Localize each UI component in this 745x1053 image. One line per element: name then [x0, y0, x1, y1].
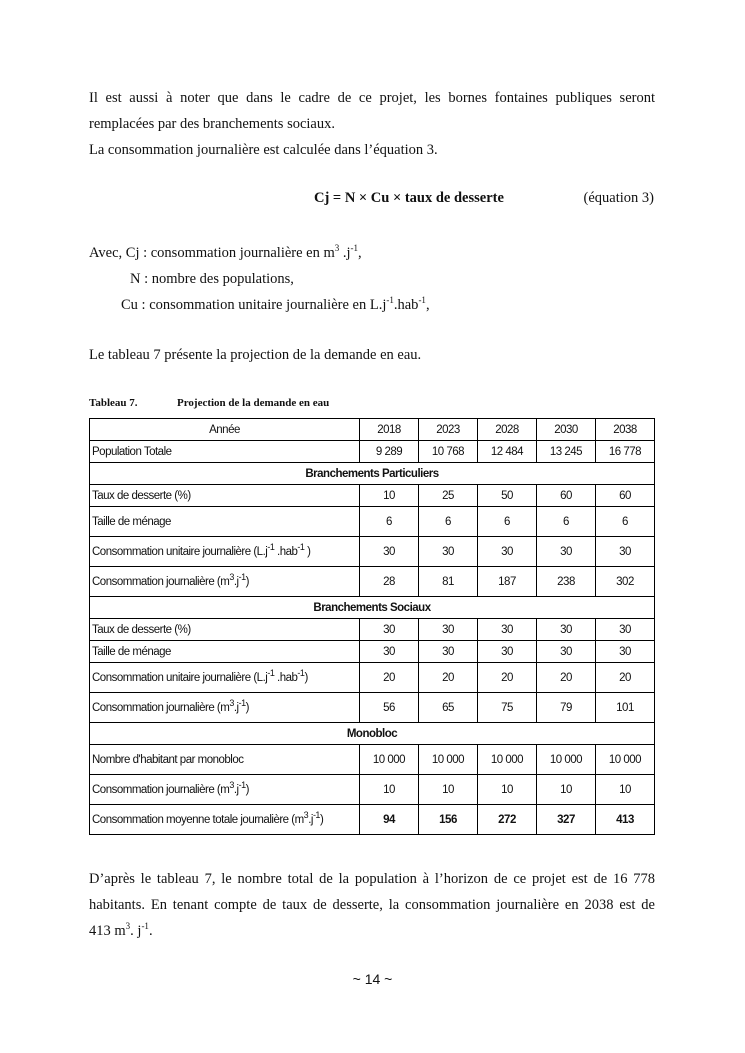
table-cell: 30 — [478, 537, 537, 567]
table-intro: Le tableau 7 présente la projection de la demande en eau. — [89, 347, 422, 363]
table-cell: 75 — [478, 693, 537, 723]
header-year: 2023 — [419, 419, 478, 441]
table-cell: 156 — [419, 805, 478, 835]
intro-line-1: Il est aussi à noter que dans le cadre de ce projet, les bornes fontaines publiques seront — [89, 90, 655, 106]
table-cell: 10 000 — [596, 745, 655, 775]
table-cell: 30 — [419, 641, 478, 663]
table-cell: 413 — [596, 805, 655, 835]
table-cell: 10 768 — [419, 441, 478, 463]
definition-cj: Avec, Cj : consommation journalière en $m^3$ $.j^{-1}$, — [89, 243, 362, 261]
table-cell: 20 — [360, 663, 419, 693]
table-cell: 81 — [419, 567, 478, 597]
table-caption: Tableau 7. Projection de la demande en eau — [89, 397, 330, 409]
table-cell: 30 — [419, 537, 478, 567]
table-row — [90, 775, 655, 805]
table-cell: 10 000 — [478, 745, 537, 775]
intro-line-2: remplacées par des branchements sociaux. — [89, 116, 335, 132]
table-cell: 6 — [596, 507, 655, 537]
row-label: Consommation journalière $(m^3.j^{-1})$ — [90, 693, 360, 723]
section-title: Monobloc — [90, 723, 655, 745]
table-cell: 30 — [537, 619, 596, 641]
table-cell: 20 — [478, 663, 537, 693]
table-cell: 12 484 — [478, 441, 537, 463]
definition-n: N : nombre des populations, — [130, 271, 294, 287]
table-cell: 10 — [596, 775, 655, 805]
table-cell: 30 — [360, 641, 419, 663]
section-row — [90, 723, 655, 745]
table-cell: 30 — [478, 641, 537, 663]
table-cell: 6 — [478, 507, 537, 537]
table-cell: 6 — [537, 507, 596, 537]
table-cell: 10 — [537, 775, 596, 805]
table-cell: 50 — [478, 485, 537, 507]
table-cell: 60 — [596, 485, 655, 507]
table-cell: 20 — [537, 663, 596, 693]
intro-line-3: La consommation journalière est calculée dans l’équation 3. — [89, 142, 438, 158]
table-cell: 56 — [360, 693, 419, 723]
row-label: Consommation unitaire journalière ($L.j^{-1}$ .hab$^{-1}$ ) — [90, 537, 360, 567]
header-year: 2030 — [537, 419, 596, 441]
row-label: Consommation journalière $(m^3.j^{-1})$ — [90, 775, 360, 805]
table-cell: 10 000 — [360, 745, 419, 775]
table-row — [90, 805, 655, 835]
table-cell: 20 — [419, 663, 478, 693]
row-label: Population Totale — [90, 441, 360, 463]
table-cell: 94 — [360, 805, 419, 835]
row-label: Taux de desserte (%) — [90, 485, 360, 507]
table-cell: 30 — [596, 619, 655, 641]
conclusion-line-3: 413 $m^3$. $j^{-1}$. — [89, 921, 153, 939]
table-cell: 238 — [537, 567, 596, 597]
table-cell: 10 — [360, 775, 419, 805]
table-row — [90, 485, 655, 507]
table-cell: 30 — [478, 619, 537, 641]
header-year: 2018 — [360, 419, 419, 441]
table-cell: 101 — [596, 693, 655, 723]
table-row — [90, 537, 655, 567]
table-cell: 28 — [360, 567, 419, 597]
table-cell: 327 — [537, 805, 596, 835]
table-cell: 30 — [360, 537, 419, 567]
section-row — [90, 463, 655, 485]
table-cell: 187 — [478, 567, 537, 597]
table-cell: 30 — [419, 619, 478, 641]
table-row — [90, 441, 655, 463]
row-label: Taille de ménage — [90, 641, 360, 663]
table-cell: 79 — [537, 693, 596, 723]
table-cell: 6 — [419, 507, 478, 537]
table-cell: 30 — [596, 641, 655, 663]
table-cell: 272 — [478, 805, 537, 835]
definition-cu: Cu : consommation unitaire journalière en $L.j^{-1}.hab^{-1}$, — [121, 295, 430, 313]
row-label: Taille de ménage — [90, 507, 360, 537]
section-title: Branchements Particuliers — [90, 463, 655, 485]
table-cell: 16 778 — [596, 441, 655, 463]
table-header-row — [90, 419, 655, 441]
section-row — [90, 597, 655, 619]
table-row — [90, 663, 655, 693]
table-cell: 20 — [596, 663, 655, 693]
table-cell: 10 — [419, 775, 478, 805]
table-cell: 65 — [419, 693, 478, 723]
section-title: Branchements Sociaux — [90, 597, 655, 619]
equation-label: (équation 3) — [583, 190, 654, 206]
table-cell: 10 — [478, 775, 537, 805]
row-label: Consommation journalière $(m^3.j^{-1})$ — [90, 567, 360, 597]
table-row — [90, 507, 655, 537]
table-cell: 302 — [596, 567, 655, 597]
table-cell: 13 245 — [537, 441, 596, 463]
page-number: ~ 14 ~ — [352, 971, 393, 987]
table-cell: 30 — [537, 641, 596, 663]
table-row — [90, 619, 655, 641]
demand-table — [89, 418, 655, 835]
row-label: Consommation unitaire journalière ($L.j^{-1}$ .hab$^{-1}$) — [90, 663, 360, 693]
row-label: Consommation moyenne totale journalière $(m^3.j^{-1})$ — [90, 805, 360, 835]
table-cell: 10 000 — [537, 745, 596, 775]
table-row — [90, 745, 655, 775]
table-row — [90, 567, 655, 597]
table-row — [90, 641, 655, 663]
table-cell: 30 — [360, 619, 419, 641]
table-cell: 30 — [537, 537, 596, 567]
table-cell: 60 — [537, 485, 596, 507]
conclusion-line-2: habitants. En tenant compte de taux de desserte, la consommation journalière en 2038 est de — [89, 897, 655, 913]
table-cell: 30 — [596, 537, 655, 567]
table-row — [90, 693, 655, 723]
equation-formula: Cj = N × Cu × taux de desserte — [314, 190, 504, 206]
table-cell: 6 — [360, 507, 419, 537]
row-label: Nombre d'habitant par monobloc — [90, 745, 360, 775]
conclusion-line-1: D’après le tableau 7, le nombre total de la population à l’horizon de ce projet est de 16 778 — [89, 871, 655, 887]
table-cell: 10 000 — [419, 745, 478, 775]
table-cell: 25 — [419, 485, 478, 507]
row-label: Taux de desserte (%) — [90, 619, 360, 641]
table-cell: 9 289 — [360, 441, 419, 463]
header-year: 2028 — [478, 419, 537, 441]
header-year: 2038 — [596, 419, 655, 441]
table-cell: 10 — [360, 485, 419, 507]
header-year-label: Année — [90, 419, 360, 441]
